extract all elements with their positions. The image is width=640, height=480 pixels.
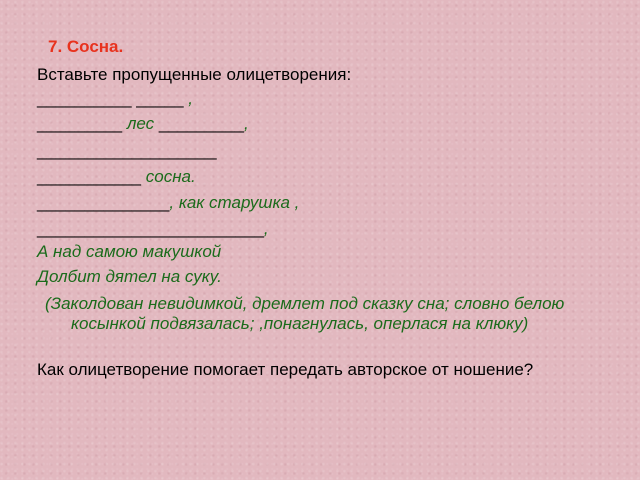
poem-line-2 — [37, 114, 249, 134]
question-text: Как олицетворение помогает передать авторское от ношение? — [37, 360, 534, 379]
poem-line-8: Долбит дятел на суку. — [37, 267, 222, 286]
blank: _________ — [37, 114, 123, 133]
blank: __________ — [37, 89, 132, 108]
poem-line-5 — [37, 193, 299, 213]
blank: _____ — [136, 89, 184, 108]
poem-word: лес — [126, 114, 155, 133]
hint-text: (Заколдован невидимкой, дремлет под сказку сна; словно белою косынкой подвязалась; ,понагнулась, оперлася на клюку) — [45, 294, 565, 333]
poem-line-7: А над самою макушкой — [37, 242, 222, 261]
poem-line-4 — [37, 167, 196, 187]
poem-line-6 — [37, 219, 269, 239]
instruction-text: Вставьте пропущенные олицетворения: — [37, 65, 352, 84]
slide-title: 7. Сосна. — [48, 37, 124, 56]
blank: ___________ — [37, 167, 142, 186]
punctuation: , — [244, 114, 249, 133]
blank: ___________________ — [37, 141, 217, 160]
poem-line-1 — [37, 89, 193, 109]
poem-word: сосна. — [145, 167, 196, 186]
blank: ______________ — [37, 193, 170, 212]
poem-line-3 — [37, 141, 217, 161]
poem-text: , как старушка , — [169, 193, 300, 212]
punctuation: , — [263, 219, 269, 238]
blank: ________________________ — [37, 219, 264, 238]
blank: _________ — [158, 114, 245, 133]
punctuation: , — [188, 89, 194, 108]
